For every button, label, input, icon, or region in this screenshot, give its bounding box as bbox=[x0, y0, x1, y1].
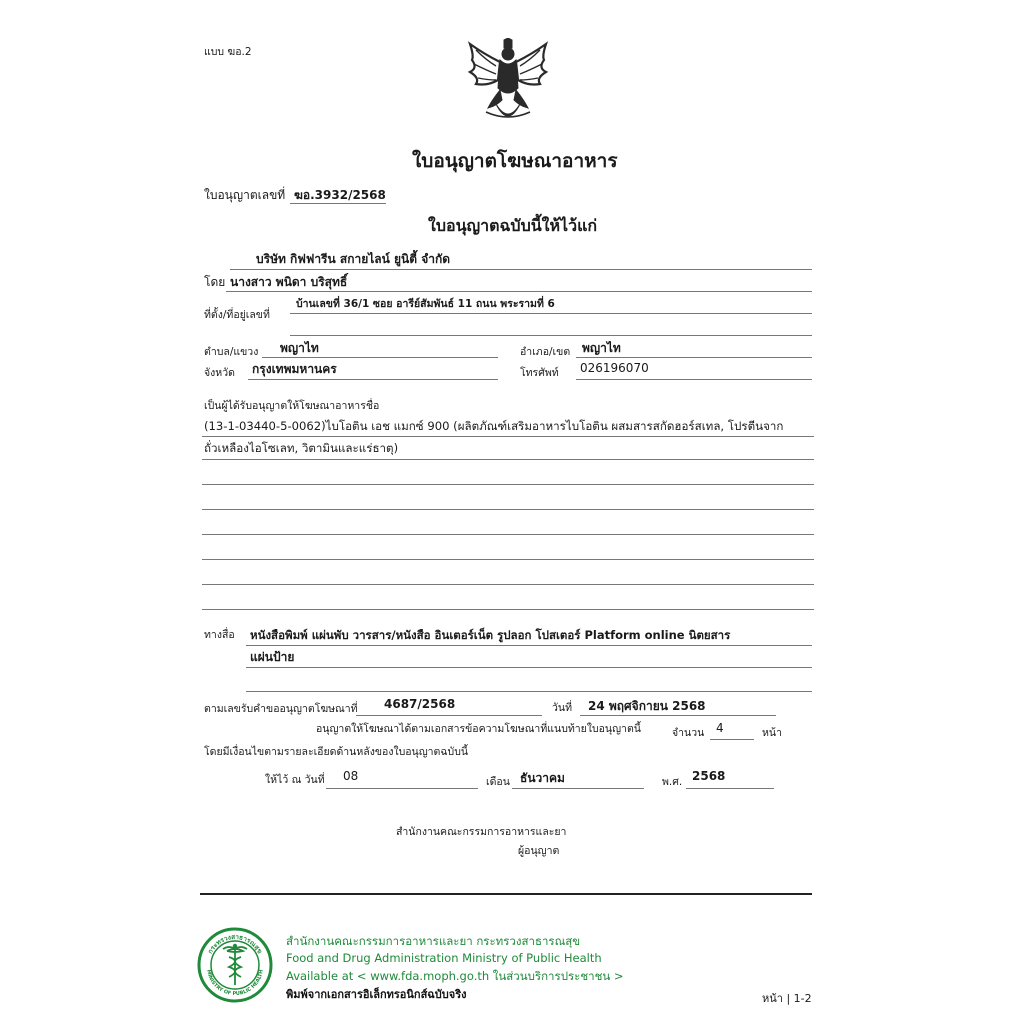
blank-rule-6 bbox=[202, 609, 814, 610]
license-no-value: ฆอ.3932/2568 bbox=[294, 188, 386, 202]
license-no-line bbox=[290, 203, 386, 204]
given-day-line bbox=[326, 788, 478, 789]
condition-text: โดยมีเงื่อนไขตามรายละเอียดด้านหลังของใบอนุญาตฉบับนี้ bbox=[204, 746, 469, 758]
by-name: นางสาว พนิดา บริสุทธิ์ bbox=[230, 275, 348, 289]
svg-text:MINISTRY OF PUBLIC HEALTH: MINISTRY OF PUBLIC HEALTH bbox=[205, 969, 265, 998]
request-label: ตามเลขรับคำขออนุญาตโฆษณาที่ bbox=[204, 703, 358, 715]
request-date: 24 พฤศจิกายน 2568 bbox=[588, 699, 706, 713]
page-number: หน้า | 1-2 bbox=[762, 992, 812, 1005]
license-no-label: ใบอนุญาตเลขที่ bbox=[204, 188, 286, 202]
form-code: แบบ ฆอ.2 bbox=[204, 46, 252, 58]
product-rule-1 bbox=[202, 436, 814, 437]
phone-value: 026196070 bbox=[580, 361, 649, 375]
given-month: ธันวาคม bbox=[520, 771, 565, 785]
approve-text: อนุญาตให้โฆษณาได้ตามเอกสารข้อความโฆษณาที่แนบท้ายใบอนุญาตนี้ bbox=[316, 723, 641, 735]
blank-rule-3 bbox=[202, 534, 814, 535]
request-no: 4687/2568 bbox=[384, 697, 456, 711]
given-month-line bbox=[512, 788, 644, 789]
blank-rule-2 bbox=[202, 509, 814, 510]
media-line-2: แผ่นป้าย bbox=[250, 650, 295, 664]
media-line-1: หนังสือพิมพ์ แผ่นพับ วารสาร/หนังสือ อินเตอร์เน็ต รูปลอก โปสเตอร์ Platform online นิตยสาร bbox=[250, 628, 731, 642]
blank-rule-5 bbox=[202, 584, 814, 585]
address-line-2 bbox=[290, 335, 812, 336]
district-label: อำเภอ/เขต bbox=[520, 346, 571, 358]
phone-line bbox=[576, 379, 812, 380]
pages-line bbox=[710, 739, 754, 740]
request-no-line bbox=[356, 715, 542, 716]
by-line bbox=[226, 291, 812, 292]
given-year-label: พ.ศ. bbox=[662, 776, 683, 788]
document-title: ใบอนุญาตโฆษณาอาหาร bbox=[412, 150, 618, 172]
product-rule-2 bbox=[202, 459, 814, 460]
footer-available: Available at < www.fda.moph.go.th ในส่วนบริการประชาชน > bbox=[286, 969, 624, 983]
pages-unit: หน้า bbox=[762, 727, 782, 739]
pages-value: 4 bbox=[716, 721, 724, 735]
product-line-2: ถั่วเหลืองไอโซเลท, วิตามินและแร่ธาตุ) bbox=[204, 441, 399, 455]
given-month-label: เดือน bbox=[486, 776, 510, 788]
company-name: บริษัท กิฟฟารีน สกายไลน์ ยูนิตี้ จำกัด bbox=[256, 252, 451, 266]
request-date-label: วันที่ bbox=[552, 702, 572, 714]
given-year-line bbox=[686, 788, 774, 789]
svg-text:กระทรวงสาธารณสุข: กระทรวงสาธารณสุข bbox=[206, 932, 264, 956]
phone-label: โทรศัพท์ bbox=[520, 367, 559, 379]
media-label: ทางสื่อ bbox=[204, 629, 235, 641]
product-line-1: (13-1-03440-5-0062)ไบโอติน เอช แมกซ์ 900 (ผลิตภัณฑ์เสริมอาหารไบโอติน ผสมสารสกัดฮอร์สเทล, โปรตีนจาก bbox=[204, 419, 784, 433]
pages-label: จำนวน bbox=[672, 727, 705, 739]
province-value: กรุงเทพมหานคร bbox=[252, 362, 337, 376]
product-label: เป็นผู้ได้รับอนุญาตให้โฆษณาอาหารชื่อ bbox=[204, 400, 380, 412]
issued-to-heading: ใบอนุญาตฉบับนี้ให้ไว้แก่ bbox=[428, 216, 598, 235]
district-line bbox=[576, 357, 812, 358]
footer-separator bbox=[200, 893, 812, 895]
district-value: พญาไท bbox=[582, 341, 621, 355]
media-rule-1 bbox=[246, 645, 812, 646]
given-day: 08 bbox=[343, 769, 359, 783]
media-rule-2 bbox=[246, 667, 812, 668]
subdistrict-line bbox=[262, 357, 498, 358]
request-date-line bbox=[580, 715, 776, 716]
footer-th-name: สำนักงานคณะกรรมการอาหารและยา กระทรวงสาธารณสุข bbox=[286, 934, 581, 948]
province-label: จังหวัด bbox=[204, 367, 235, 379]
given-year: 2568 bbox=[692, 769, 726, 783]
address-label: ที่ตั้ง/ที่อยู่เลขที่ bbox=[204, 309, 270, 321]
office-name: สำนักงานคณะกรรมการอาหารและยา bbox=[396, 826, 567, 838]
licensor-label: ผู้อนุญาต bbox=[518, 845, 560, 857]
given-day-label: ให้ไว้ ณ วันที่ bbox=[265, 774, 325, 786]
garuda-emblem-icon bbox=[466, 38, 550, 130]
by-label: โดย bbox=[204, 275, 226, 289]
footer-en-name: Food and Drug Administration Ministry of Public Health bbox=[286, 951, 602, 965]
media-rule-3 bbox=[246, 691, 812, 692]
province-line bbox=[248, 379, 498, 380]
address-value: บ้านเลขที่ 36/1 ซอย อารีย์สัมพันธ์ 11 ถนน พระรามที่ 6 bbox=[296, 298, 555, 310]
blank-rule-1 bbox=[202, 484, 814, 485]
footer-printed: พิมพ์จากเอกสารอิเล็กทรอนิกส์ฉบับจริง bbox=[286, 988, 467, 1001]
blank-rule-4 bbox=[202, 559, 814, 560]
company-line bbox=[230, 269, 812, 270]
subdistrict-value: พญาไท bbox=[280, 341, 319, 355]
address-line-1 bbox=[290, 313, 812, 314]
subdistrict-label: ตำบล/แขวง bbox=[204, 346, 259, 358]
fda-moph-logo-icon bbox=[197, 927, 273, 1003]
